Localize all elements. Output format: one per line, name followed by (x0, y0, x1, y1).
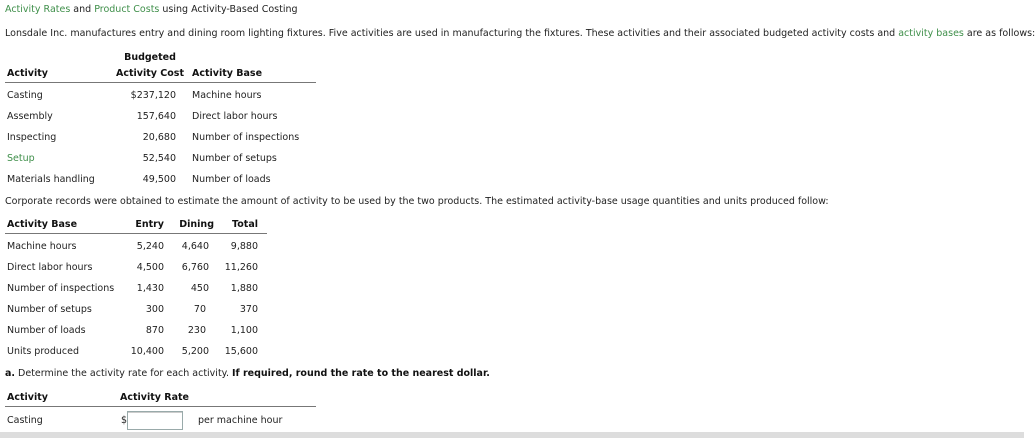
setup-link[interactable]: Setup (7, 153, 35, 164)
question-a-text: Determine the activity rate for each activity. (15, 368, 232, 379)
table1-base: Number of inspections (192, 132, 300, 143)
intro-paragraph (5, 28, 1035, 39)
corporate-records-text: Corporate records were obtained to estimate the amount of activity to be used by the two products. The estimated activity-base usage quantities and units produced follow: (5, 196, 829, 207)
table2-total: 1,100 (230, 325, 258, 336)
table2-dining: 4,640 (181, 241, 209, 252)
table2-dining: 70 (193, 304, 206, 315)
table1-activity: Inspecting (7, 132, 57, 143)
table1-header-base: Activity Base (192, 68, 263, 79)
table2-header-entry: Entry (135, 219, 164, 230)
table1-activity: Assembly (7, 111, 53, 122)
table2-base: Direct labor hours (7, 262, 93, 273)
table2-entry: 10,400 (130, 346, 164, 357)
table2-entry: 5,240 (136, 241, 164, 252)
question-a (5, 368, 490, 379)
table1-cost: 49,500 (142, 174, 176, 185)
table1-cost: 52,540 (142, 153, 176, 164)
table2-dining: 5,200 (181, 346, 209, 357)
table1-base: Number of loads (192, 174, 271, 185)
intro-text: Lonsdale Inc. manufactures entry and dining room lighting fixtures. Five activities are used in manufacturing the fixtures. These activities and their associated budgeted activity costs and (5, 28, 899, 39)
table1-base: Direct labor hours (192, 111, 278, 122)
table2-base: Units produced (7, 346, 79, 357)
table2-header-total: Total (232, 219, 258, 230)
table1-base: Number of setups (192, 153, 277, 164)
table2-header-dining: Dining (179, 219, 214, 230)
table1-activity: Materials handling (7, 174, 95, 185)
casting-rate-input[interactable] (127, 411, 183, 430)
table2-dining: 6,760 (181, 262, 209, 273)
table2-total: 370 (239, 304, 258, 315)
intro-text-end: are as follows: (963, 28, 1035, 39)
activity-bases-link[interactable]: activity bases (898, 28, 964, 39)
table3-header-rate: Activity Rate (120, 392, 189, 403)
table1-header-rule (5, 82, 316, 83)
table3-header-rule (5, 406, 316, 407)
table2-entry: 300 (145, 304, 164, 315)
table3-header-activity: Activity (7, 392, 48, 403)
table2-base: Number of loads (7, 325, 86, 336)
table1-header-activity: Activity (7, 68, 48, 79)
rate-unit: per machine hour (198, 415, 283, 426)
table2-base: Number of inspections (7, 283, 115, 294)
activity-rates-link[interactable]: Activity Rates (5, 4, 71, 15)
table2-entry: 4,500 (136, 262, 164, 273)
table2-header-rule (5, 233, 267, 234)
table1-header-cost-line1: Budgeted (124, 52, 176, 63)
table2-total: 1,880 (230, 283, 258, 294)
table2-total: 15,600 (224, 346, 258, 357)
table2-header-base: Activity Base (7, 219, 78, 230)
title-text-rest: using Activity-Based Costing (159, 4, 298, 15)
product-costs-link[interactable]: Product Costs (94, 4, 160, 15)
page-title (5, 4, 298, 15)
table2-total: 9,880 (230, 241, 258, 252)
table2-dining: 450 (190, 283, 209, 294)
table2-base: Machine hours (7, 241, 77, 252)
table2-total: 11,260 (224, 262, 258, 273)
question-a-instruction: If required, round the rate to the nearest dollar. (231, 368, 490, 379)
title-text-and: and (70, 4, 95, 15)
table3-activity: Casting (7, 415, 43, 426)
table1-activity: Casting (7, 90, 43, 101)
currency-symbol: $ (121, 415, 128, 426)
table2-dining: 230 (187, 325, 206, 336)
table1-cost: 20,680 (142, 132, 176, 143)
table1-cost: $237,120 (130, 90, 176, 101)
table1-header-cost-line2: Activity Cost (116, 68, 184, 79)
table1-base: Machine hours (192, 90, 262, 101)
question-a-prefix: a. (5, 368, 16, 379)
table2-entry: 1,430 (136, 283, 164, 294)
table1-cost: 157,640 (136, 111, 176, 122)
table2-entry: 870 (145, 325, 164, 336)
table2-base: Number of setups (7, 304, 92, 315)
bottom-scroll-edge (0, 432, 1024, 438)
